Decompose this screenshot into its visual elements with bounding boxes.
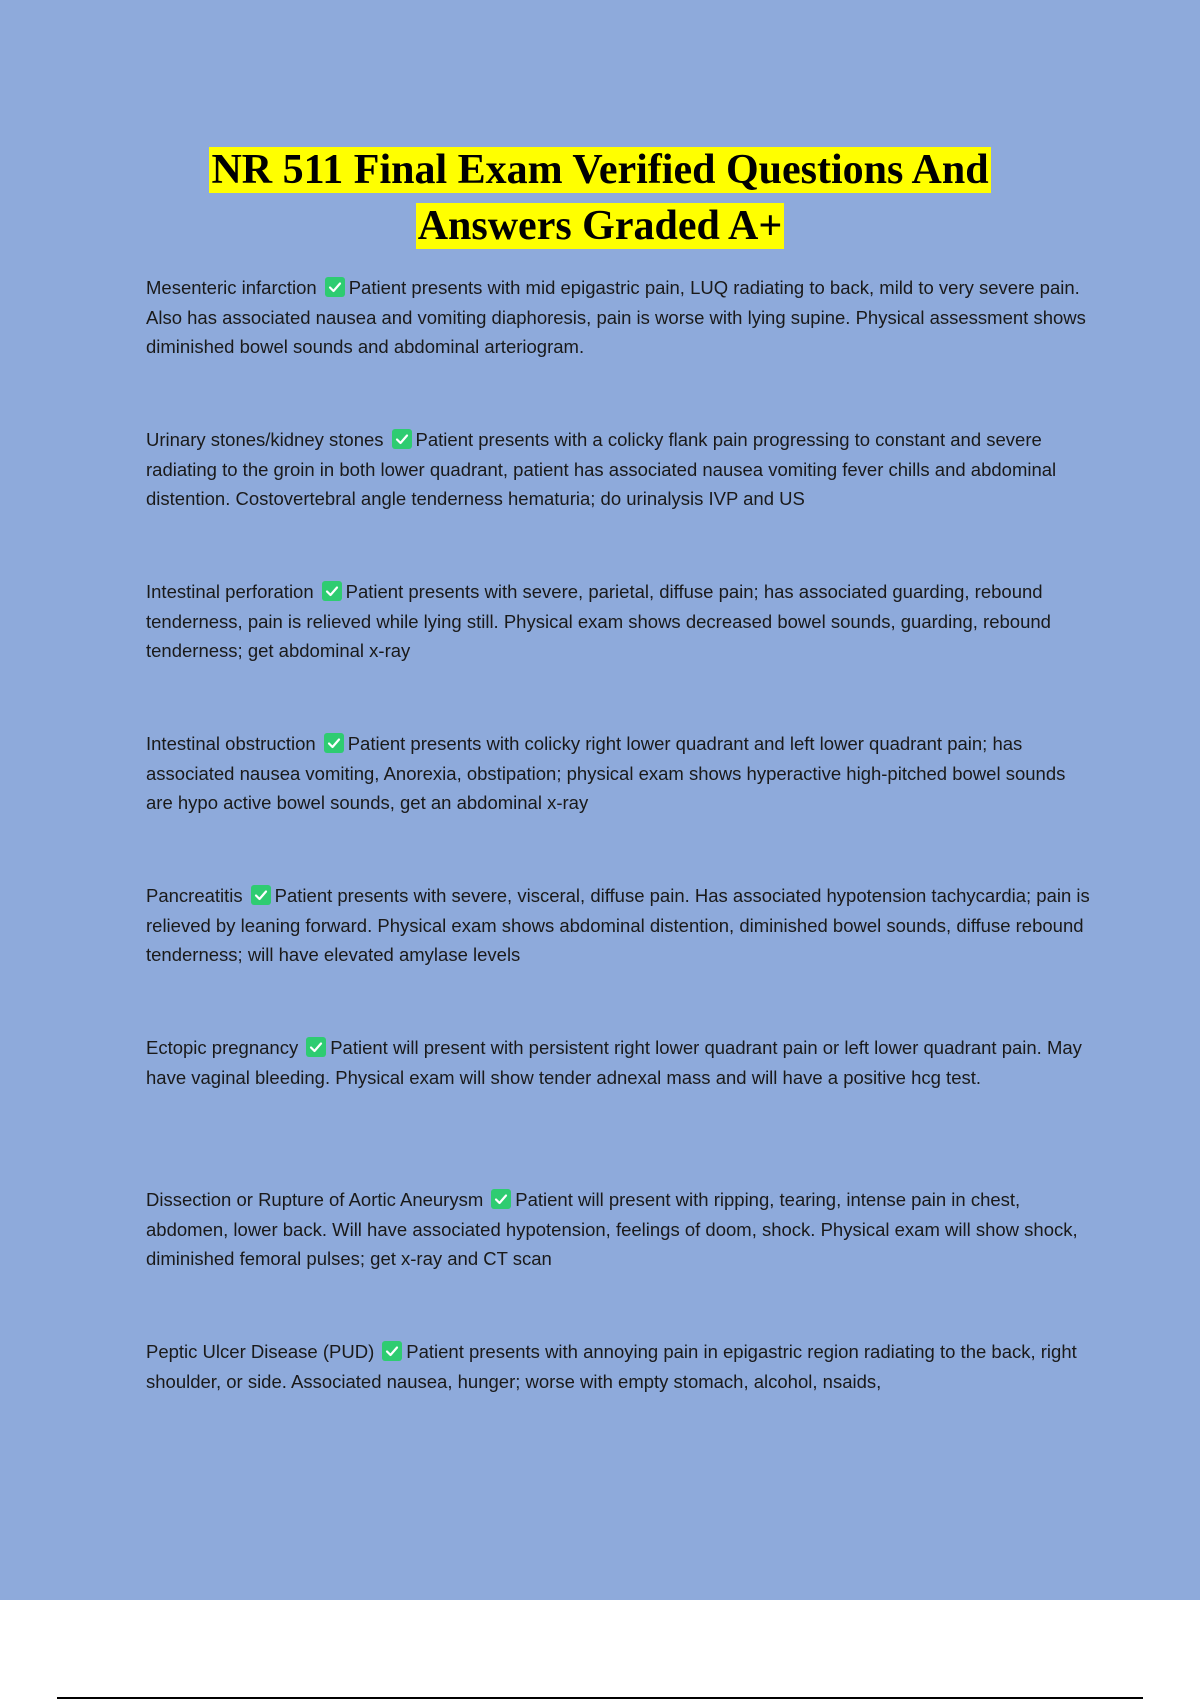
- qa-answer: Patient will present with ripping, tearing, intense pain in chest, abdomen, lower back. Will have associated hypotension, feelings of doom, shock. Physical exam will show shock, diminished femoral pulses; get x-ray and CT scan: [146, 1189, 1078, 1269]
- footer-divider: [57, 1697, 1143, 1699]
- qa-answer: Patient presents with colicky right lower quadrant and left lower quadrant pain; has associated nausea vomiting, Anorexia, obstipation; physical exam shows hyperactive high-pitched bowel sounds are hypo active bowel sounds, get an abdominal x-ray: [146, 733, 1066, 813]
- check-mark-icon: [324, 733, 344, 753]
- title-line-2: [0, 198, 1200, 254]
- check-mark-icon: [322, 581, 342, 601]
- qa-term: Peptic Ulcer Disease (PUD): [146, 1341, 375, 1362]
- qa-term: Urinary stones/kidney stones: [146, 429, 384, 450]
- check-mark-icon: [325, 277, 345, 297]
- qa-term: Mesenteric infarction: [146, 277, 317, 298]
- check-mark-icon: [491, 1189, 511, 1209]
- qa-term: Intestinal perforation: [146, 581, 314, 602]
- check-mark-icon: [251, 885, 271, 905]
- qa-term: Intestinal obstruction: [146, 733, 316, 754]
- qa-item: [146, 881, 1096, 1033]
- qa-item: [146, 273, 1096, 425]
- title-line-1: [0, 142, 1200, 198]
- qa-answer: Patient presents with annoying pain in epigastric region radiating to the back, right shoulder, or side. Associated nausea, hunger; worse with empty stomach, alcohol, nsaids,: [146, 1341, 1077, 1392]
- qa-item: [146, 577, 1096, 729]
- page-title: [0, 142, 1200, 254]
- qa-answer: Patient will present with persistent right lower quadrant pain or left lower quadrant pain. May have vaginal bleeding. Physical exam will show tender adnexal mass and will have a positive hcg test.: [146, 1037, 1082, 1088]
- qa-item: [146, 425, 1096, 577]
- qa-list: [146, 273, 1096, 1489]
- qa-answer: Patient presents with mid epigastric pain, LUQ radiating to back, mild to very severe pain. Also has associated nausea and vomiting diaphoresis, pain is worse with lying supine. Physical assessment shows diminished bowel sounds and abdominal arteriogram.: [146, 277, 1086, 357]
- qa-term: Pancreatitis: [146, 885, 243, 906]
- qa-answer: Patient presents with severe, parietal, diffuse pain; has associated guarding, rebound tenderness, pain is relieved while lying still. Physical exam shows decreased bowel sounds, guarding, rebound tenderness; get abdominal x-ray: [146, 581, 1051, 661]
- qa-answer: Patient presents with severe, visceral, diffuse pain. Has associated hypotension tachycardia; pain is relieved by leaning forward. Physical exam shows abdominal distention, diminished bowel sounds, diffuse rebound tenderness; will have elevated amylase levels: [146, 885, 1090, 965]
- qa-item: [146, 1033, 1096, 1185]
- qa-answer: Patient presents with a colicky flank pain progressing to constant and severe radiating to the groin in both lower quadrant, patient has associated nausea vomiting fever chills and abdominal distention. Costovertebral angle tenderness hematuria; do urinalysis IVP and US: [146, 429, 1057, 509]
- title-line-2-text: Answers Graded A+: [417, 203, 783, 249]
- qa-item: [146, 1337, 1096, 1489]
- qa-term: Dissection or Rupture of Aortic Aneurysm: [146, 1189, 484, 1210]
- check-mark-icon: [382, 1341, 402, 1361]
- check-mark-icon: [306, 1037, 326, 1057]
- qa-term: Ectopic pregnancy: [146, 1037, 299, 1058]
- qa-item: [146, 729, 1096, 881]
- check-mark-icon: [392, 429, 412, 449]
- title-line-1-text: NR 511 Final Exam Verified Questions And: [211, 147, 989, 193]
- qa-item: [146, 1185, 1096, 1337]
